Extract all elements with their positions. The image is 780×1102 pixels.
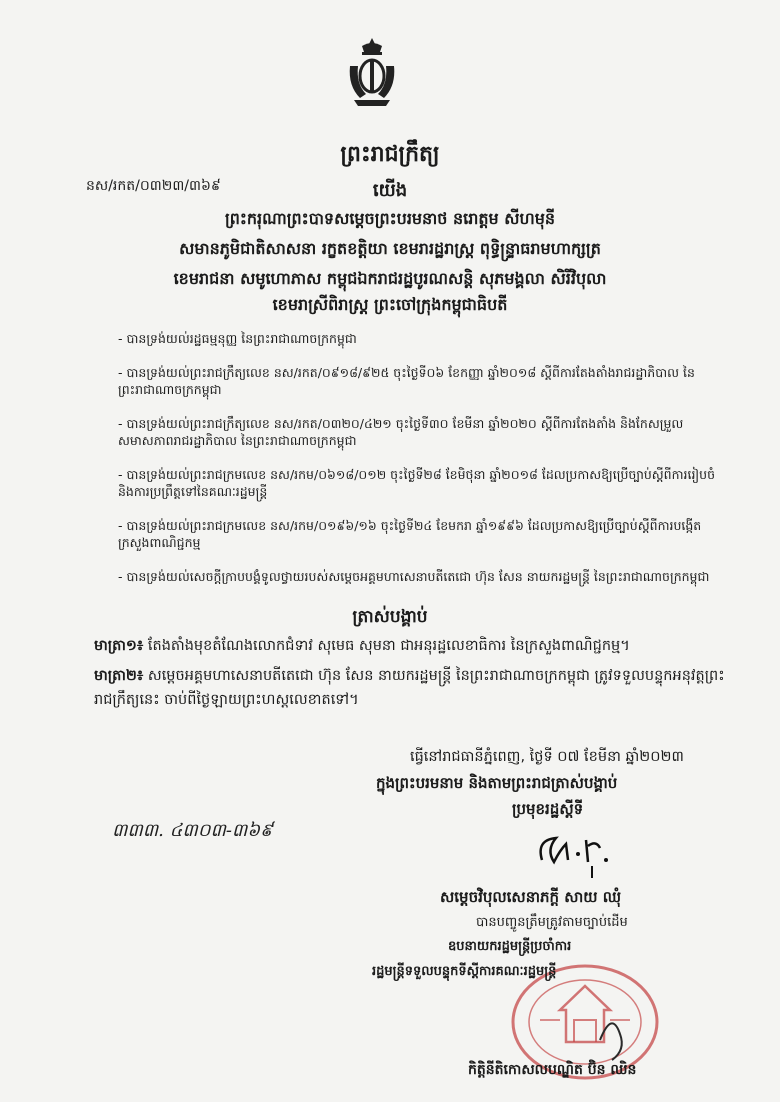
consideration-item: - បានទ្រង់យល់ព្រះរាជក្រឹត្យលេខ នស/រកត/០៩១៨/៩២៥ ចុះថ្ងៃទី០៦ ខែកញ្ញា ឆ្នាំ២០១៨ ស្តីពីការតែងតាំងរាជរដ្ឋាភិបាល នៃព្រះរាជាណាចក្រកម្ពុជា [118, 365, 695, 397]
signature [532, 820, 632, 880]
consideration-item: - បានទ្រង់យល់រដ្ឋធម្មនុញ្ញ នៃព្រះរាជាណាចក្រកម្ពុជា [118, 331, 357, 346]
article-2 [94, 664, 734, 712]
document-title: ព្រះរាជក្រឹត្យ [340, 142, 440, 167]
considerations-list [118, 330, 718, 602]
consideration-item: - បានទ្រង់យល់សេចក្តីក្រាបបង្គំទូលថ្វាយរបស់សម្តេចអគ្គមហាសេនាបតីតេជោ ហ៊ុន សែន នាយករដ្ឋមន្ត្រី នៃព្រះរាជាណាចក្រកម្ពុជា [118, 569, 710, 584]
article-1 [94, 634, 734, 658]
article-1-text: តែងតាំងមុខតំណែងលោកជំទាវ សុមេធ សុមនា ជាអនុរដ្ឋលេខាធិការ នៃក្រសួងពាណិជ្ជកម្ម។ [147, 638, 630, 654]
preamble-we: យើង [372, 180, 408, 201]
royal-name-line: ក្នុងព្រះបរមនាម និងតាមព្រះរាជត្រាស់បង្គាប់ [376, 774, 618, 792]
king-title-line-4: ខេមរាស្រីពិរាស្ត្រ ព្រះចៅក្រុងកម្ពុជាធិបតី [272, 295, 508, 314]
king-title-line-2: សមានភូមិជាតិសាសនា រក្ខតខត្តិយា ខេមរារដ្ឋរាស្ត្រ ពុទ្ធិន្ទ្រាធរាមហាក្សត្រ [179, 239, 601, 258]
article-2-label: មាត្រា២៖ [94, 668, 144, 684]
certification-line-1: បានបញ្ចូនត្រឹមត្រូវតាមច្បាប់ដើម [476, 915, 628, 930]
date-line: ធ្វើនៅរាជធានីភ្នំពេញ, ថ្ងៃទី ០៧ ខែមីនា ឆ្នាំ២០២៣ [410, 749, 684, 765]
consideration-item: - បានទ្រង់យល់ព្រះរាជក្រឹត្យលេខ នស/រកត/០៣២០/៤២១ ចុះថ្ងៃទី៣០ ខែមីនា ឆ្នាំ២០២០ ស្តីពីការតែងតាំង និងកែសម្រួលសមាសភាពរាជរដ្ឋាភិបាល នៃព្រះរាជាណាចក្រកម្ពុជា [118, 416, 684, 448]
reference-number: នស/រកត/០៣២៣/៣៦៩ [86, 178, 221, 194]
certifier-name: កិត្តិនីតិកោសលបណ្ឌិត ប៊ិន ឈិន [468, 1062, 637, 1078]
king-title-line-3: ខេមរាជនា សមូហោភាស កម្ពុជឯករាជរដ្ឋបូរណសន្តិ សុភមង្គលា សិរីវិបុលា [173, 269, 607, 288]
royal-emblem-icon [340, 36, 404, 108]
signature-text: ស.រ. [532, 820, 534, 821]
signer-name: សម្តេចវិបុលសេនាភក្តី សាយ ឈុំ [440, 888, 622, 906]
article-1-label: មាត្រា១៖ [94, 638, 144, 654]
certification-line-3: រដ្ឋមន្ត្រីទទួលបន្ទុកទីស្តីការគណៈរដ្ឋមន្ត្រី [372, 964, 557, 979]
decides-heading: ត្រាស់បង្គាប់ [352, 607, 428, 627]
consideration-item: - បានទ្រង់យល់ព្រះរាជក្រមលេខ នស/រកម/០១៩៦/១៦ ចុះថ្ងៃទី២៤ ខែមករា ឆ្នាំ១៩៩៦ ដែលប្រកាសឱ្យប្រើច្បាប់ស្តីពីការបង្កើតក្រសួងពាណិជ្ជកម្ម [118, 518, 702, 550]
acting-head-title: ប្រមុខរដ្ឋស្តីទី [512, 800, 584, 818]
king-title-line-1: ព្រះករុណាព្រះបាទសម្តេចព្រះបរមនាថ នរោត្តម សីហមុនី [224, 209, 556, 228]
certification-line-2: ឧបនាយករដ្ឋមន្ត្រីប្រចាំការ [448, 939, 572, 954]
article-2-text: សម្តេចអគ្គមហាសេនាបតីតេជោ ហ៊ុន សែន នាយករដ្ឋមន្ត្រី នៃព្រះរាជាណាចក្រកម្ពុជា ត្រូវទទួលបន្ទុកអនុវត្តព្រះរាជក្រឹត្យនេះ ចាប់ពីថ្ងៃឡាយព្រះហស្តលេខាតទៅ។ [94, 668, 725, 708]
handwritten-reference: ៣៣៣. ៤៣០៣-៣៦៩ [112, 820, 273, 841]
consideration-item: - បានទ្រង់យល់ព្រះរាជក្រមលេខ នស/រកម/០៦១៨/០១២ ចុះថ្ងៃទី២៨ ខែមិថុនា ឆ្នាំ២០១៨ ដែលប្រកាសឱ្យប្រើច្បាប់ស្តីពីការរៀបចំ និងការប្រព្រឹត្តទៅនៃគណៈរដ្ឋមន្ត្រី [118, 467, 716, 499]
